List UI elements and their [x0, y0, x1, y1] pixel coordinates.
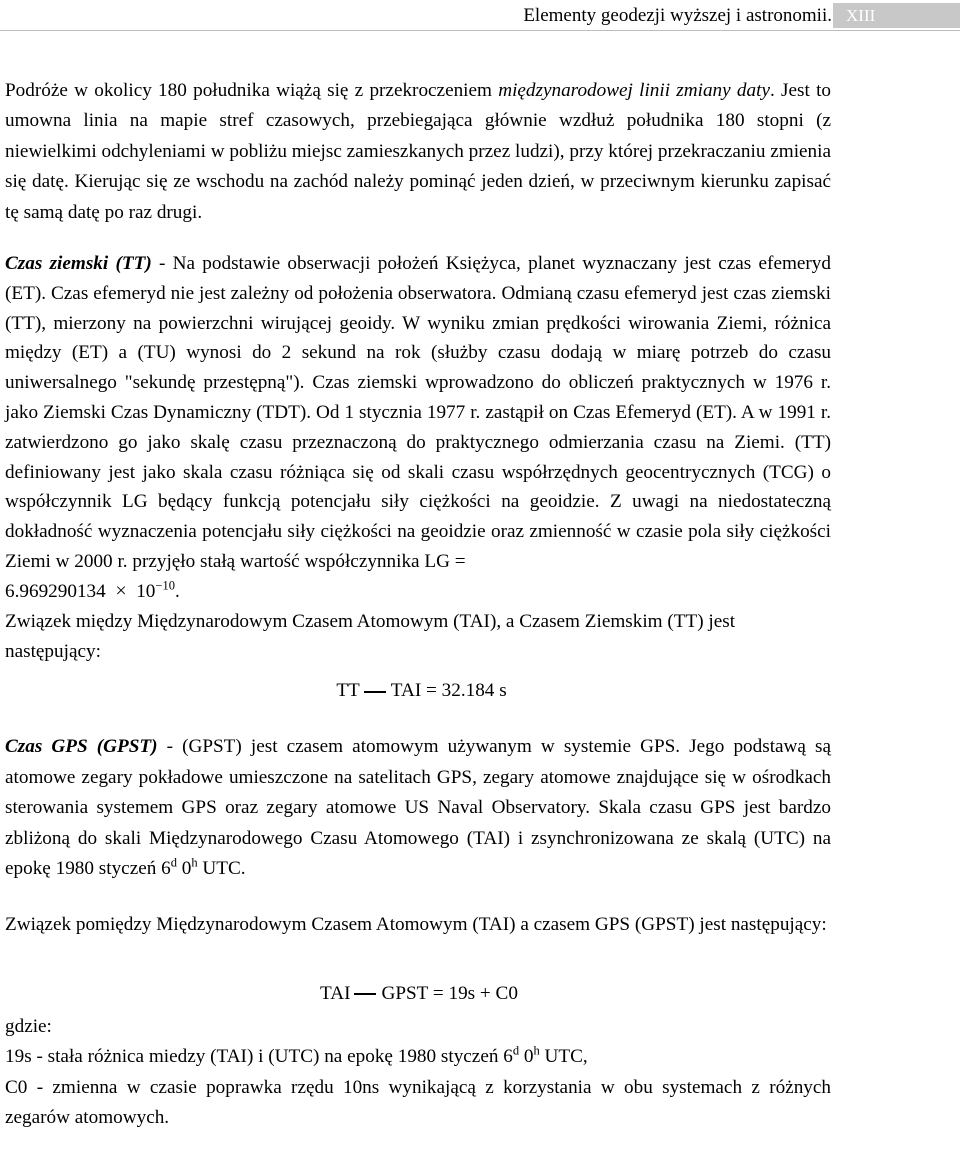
- lg-value: 6.969290134: [5, 580, 106, 602]
- lg-exponent: −10: [155, 578, 175, 593]
- sup-h: h: [191, 855, 198, 870]
- where-item-19s: [5, 1042, 831, 1072]
- document-body: [5, 76, 831, 1133]
- tai-gpst-intro: Związek pomiędzy Międzynarodowym Czasem Atomowym (TAI) a czasem GPS (GPST) jest następujący:: [5, 914, 827, 936]
- tt-tai-formula: [5, 676, 831, 706]
- date-line-paragraph: [5, 76, 831, 228]
- text: 19s - stała różnica miedzy (TAI) i (UTC) na epokę 1980 styczeń 6: [5, 1046, 513, 1068]
- tt-tai-intro: Związek między Międzynarodowym Czasem Atomowym (TAI), a Czasem Ziemskim (TT) jest następujący:: [5, 610, 736, 662]
- where-label: gdzie:: [5, 1015, 52, 1037]
- date-line-term: międzynarodowej linii zmiany daty: [498, 80, 770, 101]
- sup-d: d: [512, 1043, 520, 1058]
- lg-end: .: [174, 580, 180, 602]
- zero: 0: [176, 858, 192, 880]
- multiply-sign: ×: [115, 579, 127, 602]
- text: UTC,: [539, 1046, 588, 1068]
- sup-d: d: [170, 855, 177, 870]
- tt-body: - Na podstawie obserwacji położeń Księżyca, planet wyznaczany jest czas efemeryd (ET). Czas efemeryd nie jest zależny od położenia obserwatora. Odmianą czasu efemeryd jest czas ziemski (TT), mierzony na powierzchni wirującej geoidy. W wyniku zmian prędkości wirowania Ziemi, różnica między (ET) a (TU) wynosi do 2 sekund na rok (służby czasu dodają w miarę potrzeb do czasu uniwersalnego "sekundę przestępną"). Czas ziemski wprowadzono do obliczeń praktycznych w 1976 r. jako Ziemski Czas Dynamiczny (TDT). Od 1 stycznia 1977 r. zastąpił on Czas Efemeryd (ET). A w 1991 r. zatwierdzono go jako skalę czasu przeznaczoną do praktycznego odmierzania czasu na Ziemi. (TT) definiowany jest jako skala czasu różniąca się od skali czasu współrzędnych geocentrycznych (TCG) o współczynnik LG będący funkcją potencjału siły ciężkości na geoidzie. Z uwagi na niedostateczną dokładność wyznaczenia potencjału siły ciężkości na geoidzie oraz zmienność w czasie pola siły ciężkości Ziemi w 2000 r. przyjęło stałą wartość współczynnika LG =: [5, 253, 831, 572]
- chapter-badge: XIII: [833, 3, 960, 28]
- text: Podróże w okolicy 180 południka wiążą się z przekroczeniem: [5, 80, 499, 101]
- header-divider: [0, 30, 960, 31]
- formula-lhs: TT: [336, 680, 360, 702]
- sup-h: h: [533, 1043, 540, 1058]
- formula-lhs: TAI: [320, 982, 351, 1004]
- page-header: [0, 0, 960, 30]
- tai-gpst-formula: [5, 979, 831, 1009]
- tt-paragraph: [5, 249, 831, 607]
- gps-paragraph: [5, 732, 831, 884]
- gps-term: Czas GPS (GPST): [5, 736, 158, 758]
- formula-rhs: TAI = 32.184 s: [390, 680, 507, 702]
- where-item-c0: C0 - zmienna w czasie poprawka rzędu 10ns wynikającą z korzystania w obu systemach z różnych zegarów atomowych.: [5, 1076, 831, 1129]
- gps-body: - (GPST) jest czasem atomowym używanym w systemie GPS. Jego podstawą są atomowe zegary pokładowe umieszczone na satelitach GPS, zegary atomowe znajdujące się w ośrodkach sterowania systemem GPS oraz zegary atomowe US Naval Observatory. Skala czasu GPS jest bardzo zbliżoną do skali Międzynarodowego Czasu Atomowego (TAI) i zsynchronizowana ze skalą (UTC) na epokę 1980 styczeń 6: [5, 736, 831, 880]
- minus-sign: [354, 993, 376, 995]
- lg-base: 10: [136, 580, 156, 602]
- formula-rhs: GPST = 19s + C0: [381, 982, 518, 1004]
- tt-term: Czas ziemski (TT): [5, 253, 152, 275]
- gps-end: UTC.: [197, 858, 246, 880]
- minus-sign: [364, 691, 386, 693]
- header-title: Elementy geodezji wyższej i astronomii.: [523, 5, 832, 26]
- text: . Jest to umowna linia na mapie stref czasowych, przebiegająca głównie wzdłuż południka 180 stopni (z niewielkimi odchyleniami w pobliżu miejsc zamieszkanych przez ludzi), przy której przekraczaniu zmienia się datę. Kierując się ze wschodu na zachód należy pominąć jeden dzień, w przeciwnym kierunku zapisać tę samą datę po raz drugi.: [5, 80, 831, 223]
- zero: 0: [519, 1046, 534, 1068]
